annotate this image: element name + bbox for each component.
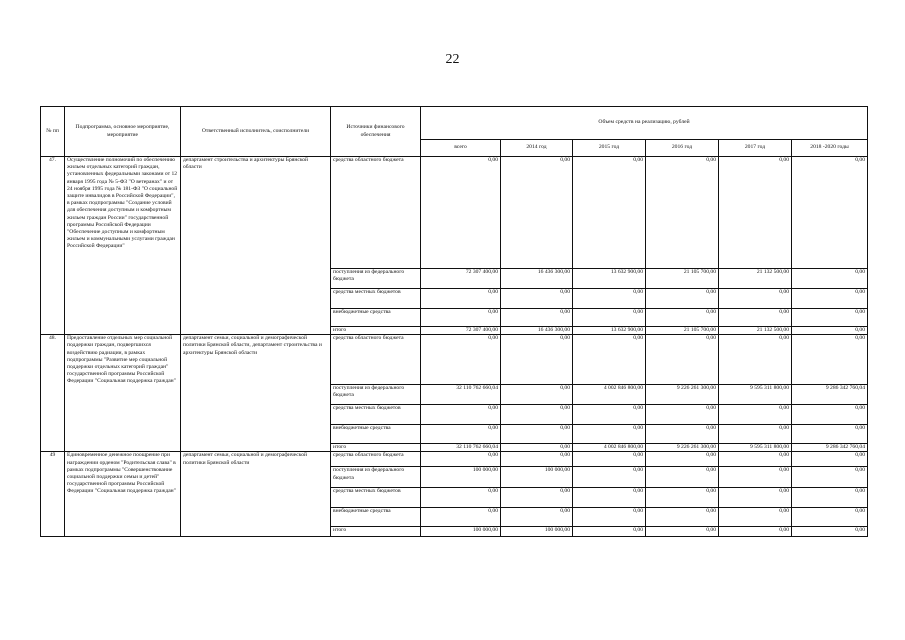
amount-cell: 16 436 300,00 — [501, 327, 573, 335]
amount-cell: 0,00 — [421, 425, 501, 444]
amount-cell: 21 105 700,00 — [646, 269, 719, 289]
amount-cell: 0,00 — [421, 309, 501, 327]
row-number: 47. — [41, 157, 65, 335]
amount-cell: 0,00 — [421, 488, 501, 508]
row-executor: департамент семьи, социальной и демографической политики Брянской области — [181, 452, 331, 537]
amount-cell: 72 307 400,00 — [421, 327, 501, 335]
table-body — [41, 157, 868, 537]
funding-source: внебюджетные средства — [331, 309, 421, 327]
amount-cell: 0,00 — [501, 508, 573, 527]
amount-cell: 16 436 300,00 — [501, 269, 573, 289]
header-program: Подпрограмма, основное мероприятие, мероприятие — [65, 107, 181, 157]
row-number: 49 — [41, 452, 65, 537]
amount-cell: 0,00 — [501, 425, 573, 444]
amount-cell: 0,00 — [719, 508, 792, 527]
amount-cell: 0,00 — [792, 488, 868, 508]
amount-cell: 21 132 500,00 — [719, 269, 792, 289]
amount-cell: 0,00 — [573, 405, 646, 425]
amount-cell: 0,00 — [646, 335, 719, 385]
amount-cell: 0,00 — [792, 327, 868, 335]
amount-cell: 0,00 — [573, 527, 646, 537]
funding-source: средства областного бюджета — [331, 335, 421, 385]
amount-cell: 0,00 — [501, 385, 573, 405]
amount-cell: 0,00 — [719, 527, 792, 537]
header-executor: Ответственный исполнитель, соисполнители — [181, 107, 331, 157]
funding-source: итого — [331, 444, 421, 452]
amount-cell: 0,00 — [501, 309, 573, 327]
amount-cell: 0,00 — [501, 289, 573, 309]
amount-cell: 0,00 — [719, 157, 792, 269]
row-number: 48. — [41, 335, 65, 452]
amount-cell: 0,00 — [719, 452, 792, 467]
amount-cell: 0,00 — [719, 425, 792, 444]
amount-cell: 0,00 — [646, 309, 719, 327]
amount-cell: 9 595 311 800,00 — [719, 444, 792, 452]
amount-cell: 32 110 762 660,04 — [421, 385, 501, 405]
header-2017: 2017 год — [719, 140, 792, 157]
table-row — [41, 157, 868, 269]
header-2015: 2015 год — [573, 140, 646, 157]
amount-cell: 13 632 900,00 — [573, 269, 646, 289]
amount-cell: 0,00 — [792, 289, 868, 309]
amount-cell: 9 595 311 800,00 — [719, 385, 792, 405]
amount-cell: 0,00 — [719, 289, 792, 309]
amount-cell: 0,00 — [573, 425, 646, 444]
row-program: Предоставление отдельных мер социальной поддержки граждан, подвергшихся воздействию радиации, в рамках подпрограммы "Развитие мер социальной поддержки отдельных категорий граждан" государственной программы Российской Федерации "Социальная поддержка граждан" — [65, 335, 181, 452]
row-program: Единовременное денежное поощрение при награждении орденом "Родительская слава" в рамках подпрограммы "Совершенствование социальной поддержки семьи и детей" государственной программы Российской Федерации "Социальная поддержка граждан" — [65, 452, 181, 537]
funding-source: поступления из федерального бюджета — [331, 467, 421, 488]
amount-cell: 0,00 — [792, 309, 868, 327]
amount-cell: 0,00 — [792, 405, 868, 425]
amount-cell: 0,00 — [792, 157, 868, 269]
amount-cell: 13 632 900,00 — [573, 327, 646, 335]
header-2018-2020: 2018 -2020 годы — [792, 140, 868, 157]
header-2016: 2016 год — [646, 140, 719, 157]
row-program: Осуществление полномочий по обеспечению жильем отдельных категорий граждан, установленных федеральными законами от 12 января 1995 года № 5-ФЗ "О ветеранах" и от 24 ноября 1995 года № 181-ФЗ "О социальной защите инвалидов в Российской Федерации", в рамках подпрограммы "Создание условий для обеспечения доступным и комфортным жильем граждан России" государственной программы Российской Федерации "Обеспечение доступным и комфортным жильем и коммунальными услугами граждан Российской Федерации" — [65, 157, 181, 335]
header-sources: Источники финансового обеспечения — [331, 107, 421, 157]
amount-cell: 72 307 400,00 — [421, 269, 501, 289]
funding-source: внебюджетные средства — [331, 425, 421, 444]
amount-cell: 0,00 — [501, 405, 573, 425]
header-total: всего — [421, 140, 501, 157]
funding-source: средства местных бюджетов — [331, 488, 421, 508]
amount-cell: 0,00 — [792, 467, 868, 488]
amount-cell: 0,00 — [646, 425, 719, 444]
table-row — [41, 335, 868, 385]
amount-cell: 0,00 — [646, 405, 719, 425]
amount-cell: 21 132 500,00 — [719, 327, 792, 335]
amount-cell: 21 105 700,00 — [646, 327, 719, 335]
table-row — [41, 452, 868, 467]
amount-cell: 100 000,00 — [501, 527, 573, 537]
amount-cell: 0,00 — [792, 269, 868, 289]
funding-source: поступления из федерального бюджета — [331, 385, 421, 405]
amount-cell: 0,00 — [792, 527, 868, 537]
amount-cell: 0,00 — [573, 289, 646, 309]
amount-cell: 0,00 — [573, 335, 646, 385]
amount-cell: 9 286 342 760,04 — [792, 385, 868, 405]
amount-cell: 0,00 — [792, 335, 868, 385]
row-executor: департамент семьи, социальной и демографической политики Брянской области, департамент строительства и архитектуры Брянской области — [181, 335, 331, 452]
header-volume: Объем средств на реализацию, рублей — [421, 107, 868, 140]
amount-cell: 0,00 — [421, 335, 501, 385]
amount-cell: 0,00 — [719, 309, 792, 327]
amount-cell: 0,00 — [792, 452, 868, 467]
amount-cell: 0,00 — [573, 452, 646, 467]
amount-cell: 0,00 — [501, 157, 573, 269]
header-2014: 2014 год — [501, 140, 573, 157]
amount-cell: 100 000,00 — [501, 467, 573, 488]
amount-cell: 0,00 — [573, 488, 646, 508]
amount-cell: 0,00 — [646, 452, 719, 467]
amount-cell: 0,00 — [573, 157, 646, 269]
amount-cell: 9 286 342 760,04 — [792, 444, 868, 452]
amount-cell: 100 000,00 — [421, 527, 501, 537]
funding-source: внебюджетные средства — [331, 508, 421, 527]
row-executor: департамент строительства и архитектуры Брянской области — [181, 157, 331, 335]
amount-cell: 0,00 — [421, 405, 501, 425]
amount-cell: 0,00 — [719, 405, 792, 425]
amount-cell: 0,00 — [646, 157, 719, 269]
amount-cell: 4 002 846 800,00 — [573, 385, 646, 405]
funding-source: поступления из федерального бюджета — [331, 269, 421, 289]
amount-cell: 0,00 — [646, 467, 719, 488]
amount-cell: 0,00 — [646, 508, 719, 527]
amount-cell: 0,00 — [421, 508, 501, 527]
amount-cell: 9 226 261 300,00 — [646, 385, 719, 405]
funding-source: итого — [331, 527, 421, 537]
amount-cell: 0,00 — [646, 488, 719, 508]
funding-source: средства местных бюджетов — [331, 289, 421, 309]
amount-cell: 0,00 — [573, 309, 646, 327]
amount-cell: 32 110 762 660,04 — [421, 444, 501, 452]
amount-cell: 0,00 — [421, 289, 501, 309]
amount-cell: 0,00 — [421, 157, 501, 269]
header-no: № пп — [41, 107, 65, 157]
amount-cell: 0,00 — [719, 335, 792, 385]
amount-cell: 100 000,00 — [421, 467, 501, 488]
amount-cell: 0,00 — [501, 452, 573, 467]
budget-table — [40, 106, 868, 537]
page-number: 22 — [445, 52, 460, 67]
amount-cell: 0,00 — [646, 289, 719, 309]
amount-cell: 0,00 — [421, 452, 501, 467]
amount-cell: 0,00 — [792, 508, 868, 527]
funding-source: средства местных бюджетов — [331, 405, 421, 425]
funding-source: средства областного бюджета — [331, 157, 421, 269]
amount-cell: 0,00 — [501, 444, 573, 452]
amount-cell: 0,00 — [501, 335, 573, 385]
amount-cell: 0,00 — [792, 425, 868, 444]
amount-cell: 0,00 — [646, 527, 719, 537]
amount-cell: 0,00 — [501, 488, 573, 508]
amount-cell: 0,00 — [719, 488, 792, 508]
amount-cell: 0,00 — [573, 508, 646, 527]
amount-cell: 0,00 — [573, 467, 646, 488]
funding-source: средства областного бюджета — [331, 452, 421, 467]
amount-cell: 9 226 261 300,00 — [646, 444, 719, 452]
amount-cell: 4 002 846 800,00 — [573, 444, 646, 452]
amount-cell: 0,00 — [719, 467, 792, 488]
funding-source: итого — [331, 327, 421, 335]
